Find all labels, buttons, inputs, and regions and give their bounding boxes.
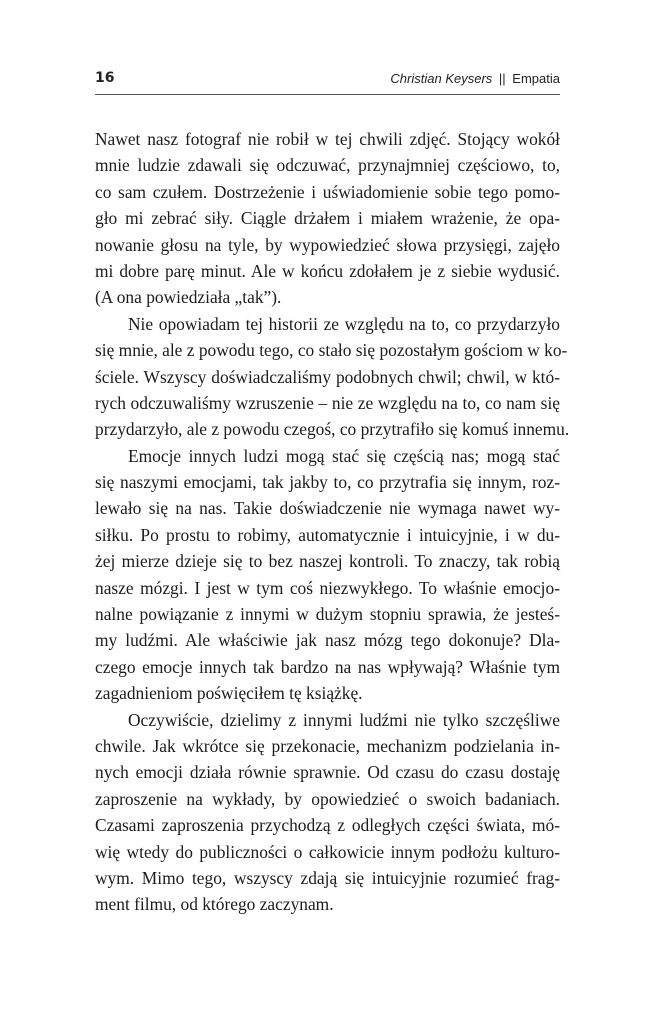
running-header bbox=[95, 66, 560, 95]
text-line: Nie opowiadam tej historii ze względu na to, co przydarzyło bbox=[128, 313, 560, 334]
author-name: Christian Keysers bbox=[390, 71, 493, 86]
text-line: ściele. Wszyscy doświadczaliśmy podobnych chwil; chwil, w któ- bbox=[95, 366, 560, 387]
text-line: się naszymi emocjami, tak jakby to, co przytrafia się innym, roz- bbox=[95, 472, 560, 493]
paragraph bbox=[95, 126, 560, 311]
text-line: nowanie głosu na tyle, by wypowiedzieć słowa przysięgi, zajęło bbox=[95, 234, 560, 255]
text-line: zaproszenie na wykłady, by opowiedzieć o swoich badaniach. bbox=[95, 788, 560, 809]
text-line: nasze mózgi. I jest w tym coś niezwykłego. To właśnie emocjo- bbox=[95, 577, 560, 598]
text-line: zagadnieniom poświęciłem tę książkę. bbox=[95, 683, 363, 704]
text-line: Oczywiście, dzielimy z innymi ludźmi nie tylko szczęśliwe bbox=[128, 709, 560, 730]
book-title: Empatia bbox=[512, 71, 560, 86]
text-line: wym. Mimo tego, wszyscy zdają się intuicyjnie rozumieć frag- bbox=[95, 867, 560, 888]
text-line: gło mi zebrać siły. Ciągle drżałem i miałem wrażenie, że opa- bbox=[95, 208, 560, 229]
text-line: lewało się na nas. Takie doświadczenie nie wymaga nawet wy- bbox=[95, 498, 560, 519]
text-line: siłku. Po prostu to robimy, automatycznie i intuicyjnie, i w du- bbox=[95, 524, 560, 545]
text-line: Czasami zaproszenia przychodzą z odległych części świata, mó- bbox=[95, 815, 560, 836]
body-text bbox=[95, 126, 570, 918]
text-line: żej mierze dzieje się to bez naszej kontroli. To znaczy, tak robią bbox=[95, 551, 560, 572]
running-head bbox=[390, 71, 560, 86]
text-line: co sam czułem. Dostrzeżenie i uświadomienie sobie tego pomo- bbox=[95, 181, 560, 202]
paragraph bbox=[95, 311, 570, 443]
text-line: Emocje innych ludzi mogą stać się częścią nas; mogą stać bbox=[128, 445, 560, 466]
text-line: chwile. Jak wkrótce się przekonacie, mechanizm podzielania in- bbox=[95, 735, 560, 756]
text-line: rych odczuwaliśmy wzruszenie – nie ze względu na to, co nam się bbox=[95, 392, 560, 413]
paragraph bbox=[95, 443, 560, 707]
header-separator: || bbox=[498, 71, 506, 86]
text-line: mi dobre parę minut. Ale w końcu zdołałem je z siebie wydusić. bbox=[95, 260, 560, 281]
text-line: wię wtedy do publiczności o całkowicie innym podłożu kulturo- bbox=[95, 841, 560, 862]
text-line: ment filmu, od którego zaczynam. bbox=[95, 894, 334, 915]
text-line: my ludźmi. Ale właściwie jak nasz mózg tego dokonuje? Dla- bbox=[95, 630, 560, 651]
page-number: 16 bbox=[95, 70, 115, 86]
text-line: przydarzyło, ale z powodu czegoś, co przytrafiło się komuś innemu. bbox=[95, 419, 570, 440]
text-line: czego emocje innych tak bardzo na nas wpływają? Właśnie tym bbox=[95, 656, 560, 677]
text-line: (A ona powiedziała „tak”). bbox=[95, 287, 282, 308]
text-line: nych emocji działa równie sprawnie. Od czasu do czasu dostaję bbox=[95, 762, 560, 783]
text-line: Nawet nasz fotograf nie robił w tej chwili zdjęć. Stojący wokół bbox=[95, 129, 560, 149]
text-line: się mnie, ale z powodu tego, co stało się pozostałym gościom w ko- bbox=[95, 340, 568, 361]
paragraph bbox=[95, 707, 560, 918]
text-line: nalne powiązanie z innymi w dużym stopniu sprawia, że jesteś- bbox=[95, 604, 560, 625]
text-line: mnie ludzie zdawali się odczuwać, przynajmniej częściowo, to, bbox=[95, 155, 560, 176]
